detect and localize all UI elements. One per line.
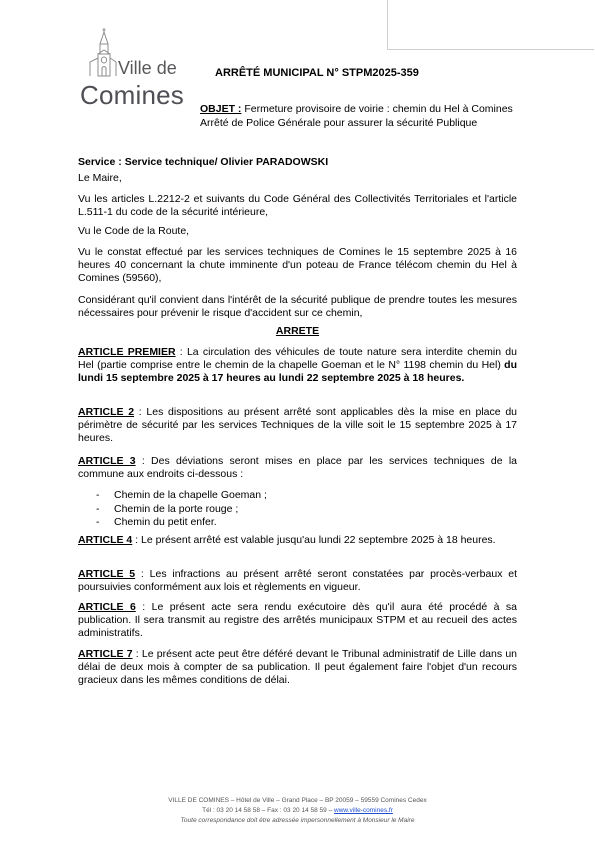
article-3-text: : Des déviations seront mises en place par les services techniques de la commune aux endroits ci-dessous : <box>78 455 517 480</box>
objet-line1: Fermeture provisoire de voirie : chemin du Hel à Comines <box>244 103 513 115</box>
considerant: Considérant qu'il convient dans l'intérêt de la sécurité publique de prendre toutes les mesures nécessaires pour prévenir le risque d'accident sur ce chemin, <box>78 294 517 319</box>
article-4-label: ARTICLE 4 <box>78 534 133 546</box>
article-6-label: ARTICLE 6 <box>78 601 136 613</box>
list-item: - Chemin de la chapelle Goeman ; <box>96 489 267 501</box>
article-5-text: : Les infractions au présent arrêté seront constatées par procès-verbaux et poursuivies conformément aux lois et règlements en vigueur. <box>78 568 517 593</box>
article-1 <box>78 346 517 385</box>
objet-block <box>200 102 517 130</box>
article-7 <box>78 648 517 687</box>
deviation-item-2: Chemin de la porte rouge ; <box>114 502 239 515</box>
logo-comines-text: Comines <box>80 80 184 110</box>
article-6-text: : Le présent acte sera rendu exécutoire dès qu'il aura été procédé à sa publication. Il sera transmit au registre des arrêtés municipaux STPM et au recueil des actes administratifs. <box>78 601 518 639</box>
article-2-label: ARTICLE 2 <box>78 406 135 418</box>
footer-contact <box>60 806 535 816</box>
article-4 <box>78 534 517 547</box>
article-1-dates: du lundi 15 septembre 2025 à 17 heures au lundi 22 septembre 2025 à 18 heures. <box>78 359 517 384</box>
article-5 <box>78 568 517 594</box>
logo-ville-text: Ville de <box>118 58 177 78</box>
article-3 <box>78 455 517 481</box>
deviation-list <box>96 489 267 530</box>
article-5-label: ARTICLE 5 <box>78 568 136 580</box>
footer-website-link[interactable]: www.ville-comines.fr <box>334 807 393 814</box>
deviation-item-3: Chemin du petit enfer. <box>114 516 217 528</box>
list-item: - Chemin de la porte rouge ; <box>96 502 239 515</box>
stamp-box <box>387 0 594 50</box>
article-1-text: : La circulation des véhicules de toute nature sera interdite chemin du Hel (partie comprise entre le chemin de la chapelle Goeman et le N° 1198 chemin du Hel) <box>78 346 517 371</box>
article-1-label: ARTICLE PREMIER <box>78 346 176 358</box>
article-2-text: : Les dispositions au présent arrêté sont applicables dès la mise en place du périmètre de sécurité par les services Techniques de la ville soit le 15 septembre 2025 à 17 heures. <box>78 406 517 444</box>
objet-label: OBJET : <box>200 103 242 115</box>
service-line: Service : Service technique/ Olivier PARADOWSKI <box>78 156 329 168</box>
article-7-text: : Le présent acte peut être déféré devant le Tribunal administratif de Lille dans un délai de deux mois à compter de sa publication. Il peut également faire l'objet d'un recours gracieux dans les mêmes conditions de délai. <box>78 648 517 686</box>
page-title: ARRÊTÉ MUNICIPAL N° STPM2025-359 <box>215 67 419 79</box>
article-7-label: ARTICLE 7 <box>78 648 133 660</box>
deviation-item-1: Chemin de la chapelle Goeman ; <box>114 489 267 501</box>
arrete-heading: ARRETE <box>275 325 320 337</box>
footer-note: Toute correspondance doit être adressée impersonnellement à Monsieur le Maire <box>180 817 415 824</box>
list-item: - Chemin du petit enfer. <box>96 516 217 528</box>
vu-articles: Vu les articles L.2212-2 et suivants du Code Général des Collectivités Territoriales et l'article L.511-1 du code de la sécurité intérieure, <box>78 193 517 218</box>
footer-address: VILLE DE COMINES – Hôtel de Ville – Grand Place – BP 20059 – 59559 Comines Cedex <box>168 797 427 804</box>
page-footer <box>60 796 535 826</box>
article-2 <box>78 406 517 445</box>
objet-line2: Arrêté de Police Générale pour assurer la sécurité Publique <box>200 117 478 129</box>
vu-code-route: Vu le Code de la Route, <box>78 225 190 237</box>
city-logo <box>78 28 198 110</box>
le-maire: Le Maire, <box>78 172 122 184</box>
footer-phone-fax: Tél : 03 20 14 58 58 – Fax : 03 20 14 58 59 – <box>202 807 335 814</box>
article-3-label: ARTICLE 3 <box>78 455 136 467</box>
church-spire-icon <box>78 28 118 78</box>
article-6 <box>78 601 517 640</box>
vu-constat: Vu le constat effectué par les services techniques de Comines le 15 septembre 2025 à 16 heures 40 concernant la chute imminente d'un poteau de France télécom chemin du Hel à Comines (59560), <box>78 246 517 284</box>
article-4-text: : Le présent arrêté est valable jusqu'au lundi 22 septembre 2025 à 18 heures. <box>132 534 496 546</box>
